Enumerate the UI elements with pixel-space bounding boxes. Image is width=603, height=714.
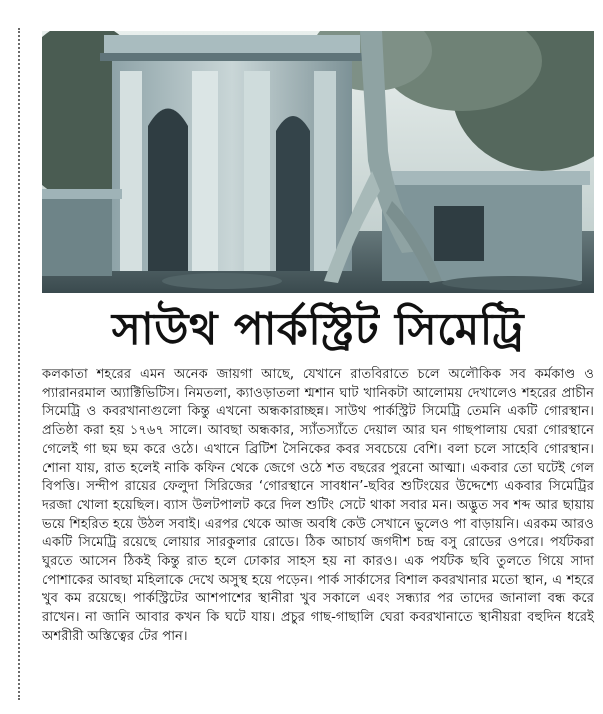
article-headline: সাউথ পার্কস্ট্রিট সিমেট্রি	[111, 304, 525, 355]
article-body: কলকাতা শহরের এমন অনেক জায়গা আছে, যেখানে রাতবিরাতে চলে অলৌকিক সব কর্মকাণ্ড ও প্যারানরমাল অ্যাক্টিভিটিস। নিমতলা, ক্যাওড়াতলা শ্মশান ঘাট খানিকটা আলোময় দেখালেও শহরের প্রাচীন সিমেট্রি ও কবরখানাগুলো কিন্তু এখনো অন্ধকারাচ্ছন্ন। সাউথ পার্কস্ট্রিট সিমেট্রি তেমনি একটি গোরস্থান। প্রতিষ্ঠা করা হয় ১৭৬৭ সালে। আবছা অন্ধকার, স্যাঁতস্যাঁতে দেয়াল আর ঘন গাছপালায় ঘেরা গোরস্থানে গেলেই গা ছম ছম করে ওঠে। এখানে ব্রিটিশ সৈনিকের কবর সবচেয়ে বেশি। বলা চলে সাহেবি গোরস্থান। শোনা যায়, রাত হলেই নাকি কফিন থেকে জেগে ওঠে শত বছরের পুরনো আত্মা। একবার তো ঘটেই গেল বিপত্তি। সন্দীপ রায়ের ফেলুদা সিরিজের ‘গোরস্থানে সাবধান’-ছবির শুটিংয়ের উদ্দেশ্যে একবার সিমেট্রির দরজা খোলা হয়েছিল। ব্যাস উলটপালট করে দিল শুটিং সেটে থাকা সবার মন। অদ্ভুত সব শব্দ আর ছায়ায় ভয়ে শিহরিত হয়ে উঠল সবাই। এরপর থেকে আজ অবধি কেউ সেখানে ভুলেও পা বাড়ায়নি। এরকম আরও একটি সিমেট্রি রয়েছে লোয়ার সারকুলার রোডে। ঠিক আচার্য জগদীশ চন্দ্র বসু রোডের ওপরে। পর্যটকরা ঘুরতে আসেন ঠিকই কিন্তু রাত হলে ঢোকার সাহস হয় না কারও। এক পর্যটক ছবি তুলতে গিয়ে সাদা পোশাকের আবছা মহিলাকে দেখে অসুস্থ হয়ে পড়েন। পার্ক সার্কাসের বিশাল কবরখানার মতো স্থান, এ শহরে খুব কম রয়েছে। পার্কস্ট্রিটের আশপাশের স্থানীরা খুব সকালে এবং সন্ধ্যার পর তাদের জানালা বন্ধ করে রাখেন। না জানি আবার কখন কি ঘটে যায়। প্রচুর গাছ-গাছালি ঘেরা কবরখানাতে স্থানীয়রা বহুদিন ধরেই অশরীরী অস্তিত্বের টের পান।	[42, 367, 594, 644]
cemetery-tomb-photo	[42, 31, 594, 293]
page-fold-dotted-line	[18, 28, 20, 700]
